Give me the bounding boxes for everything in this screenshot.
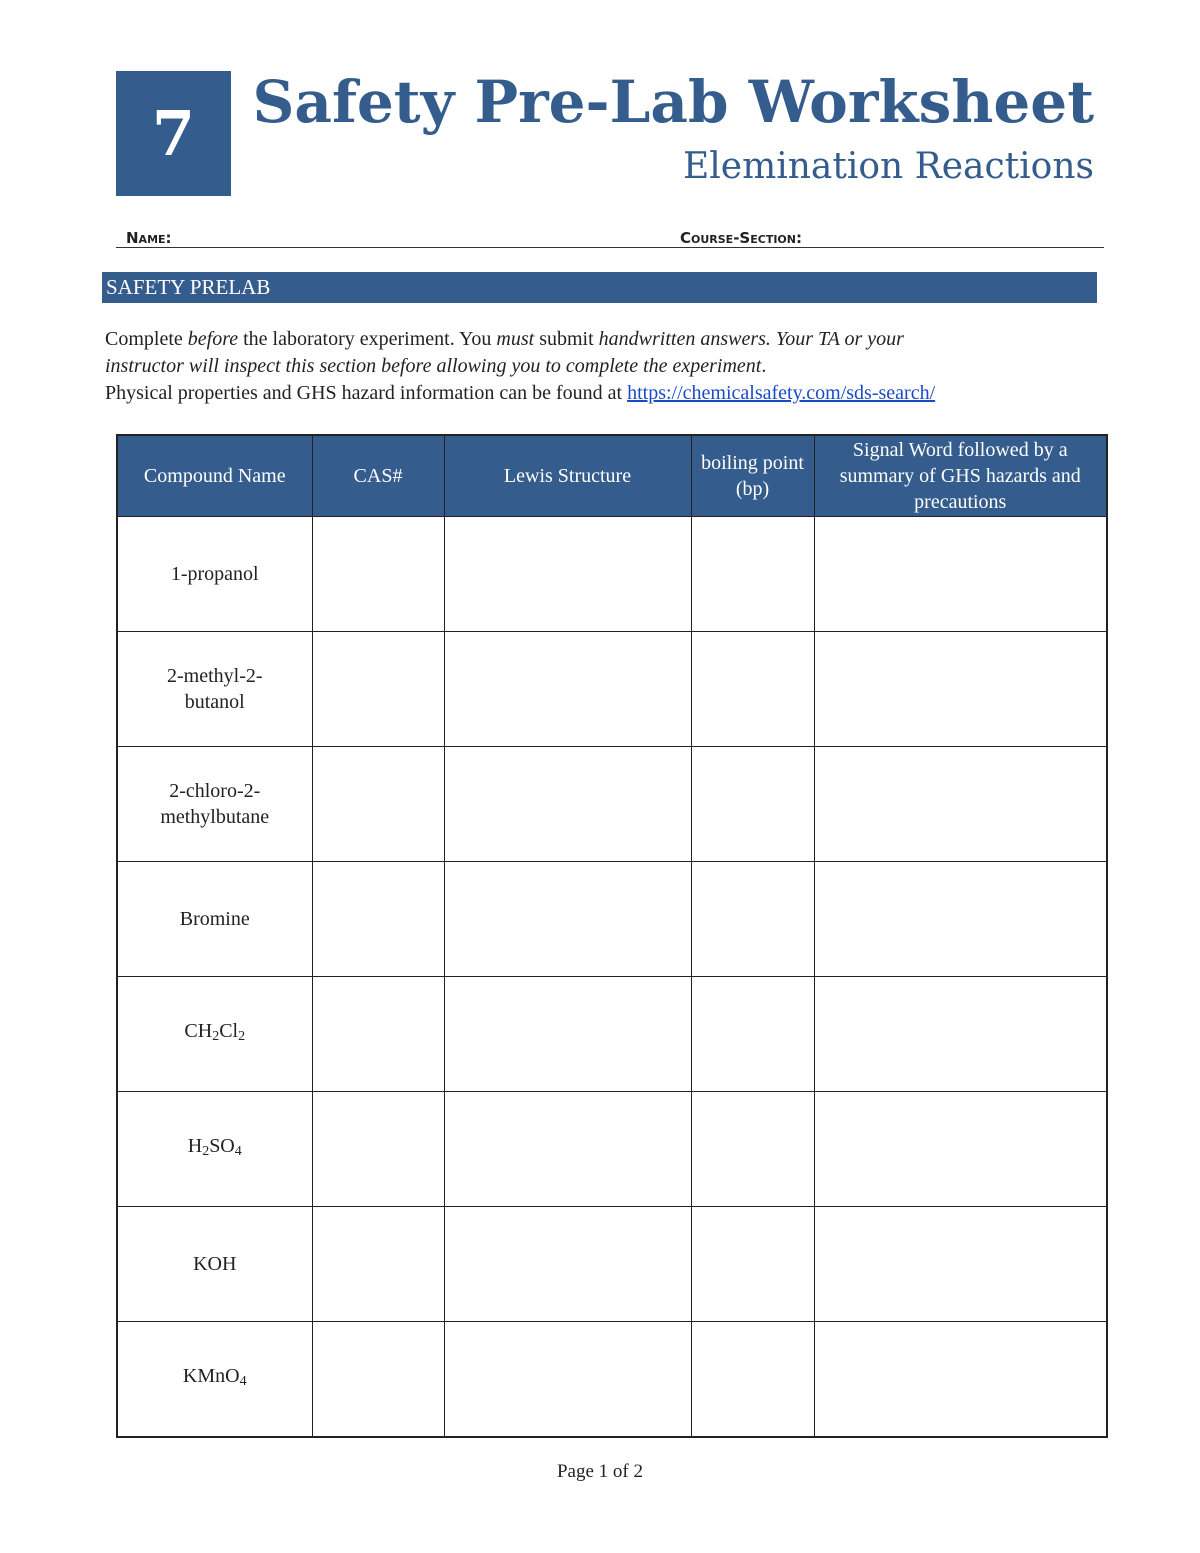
compound-name-cell: [117, 632, 312, 747]
table-row: [117, 1092, 1107, 1207]
instructions-emphasis: handwritten answers: [598, 328, 766, 350]
cas-cell[interactable]: [312, 632, 444, 747]
instructions-text: Complete: [105, 328, 188, 350]
section-heading: SAFETY PRELAB: [102, 272, 1097, 303]
boiling-point-cell[interactable]: [691, 977, 814, 1092]
instructions-emphasis: must: [496, 328, 535, 350]
instructions-text: submit: [534, 328, 599, 350]
col-header-lewis-structure: Lewis Structure: [444, 435, 691, 517]
compound-name: 1-propanol: [170, 563, 259, 585]
formula-part: Cl: [219, 1020, 239, 1042]
ghs-hazards-cell[interactable]: [814, 1322, 1107, 1438]
table-row: [117, 632, 1107, 747]
lewis-structure-cell[interactable]: [444, 977, 691, 1092]
compound-name-cell: [117, 977, 312, 1092]
lewis-structure-cell[interactable]: [444, 1092, 691, 1207]
lewis-structure-cell[interactable]: [444, 1322, 691, 1438]
hazard-table: [116, 434, 1108, 1438]
compound-name: methylbutane: [160, 806, 270, 828]
cas-cell[interactable]: [312, 862, 444, 977]
student-info-fields: [116, 227, 1104, 248]
table-row: [117, 862, 1107, 977]
lab-number: 7: [151, 97, 196, 170]
cas-cell[interactable]: [312, 747, 444, 862]
col-header-boiling-point: boiling point (bp): [691, 435, 814, 517]
cas-cell[interactable]: [312, 977, 444, 1092]
boiling-point-cell[interactable]: [691, 517, 814, 632]
lewis-structure-cell[interactable]: [444, 632, 691, 747]
formula-part: KMnO: [182, 1365, 240, 1387]
lewis-structure-cell[interactable]: [444, 1207, 691, 1322]
col-header-cas: CAS#: [312, 435, 444, 517]
sds-search-link[interactable]: https://chemicalsafety.com/sds-search/: [627, 382, 936, 404]
compound-name: KOH: [193, 1253, 237, 1275]
page-subtitle: Elemination Reactions: [682, 146, 1094, 187]
ghs-hazards-cell[interactable]: [814, 632, 1107, 747]
cas-cell[interactable]: [312, 517, 444, 632]
formula-subscript: 4: [234, 1144, 242, 1159]
lewis-structure-cell[interactable]: [444, 517, 691, 632]
ghs-hazards-cell[interactable]: [814, 977, 1107, 1092]
formula-subscript: 2: [212, 1029, 220, 1044]
boiling-point-cell[interactable]: [691, 1207, 814, 1322]
formula-subscript: 2: [202, 1144, 210, 1159]
lab-number-badge: [116, 71, 231, 196]
ghs-hazards-cell[interactable]: [814, 747, 1107, 862]
name-field-label[interactable]: Name:: [126, 229, 172, 247]
instructions-emphasis: before: [187, 328, 239, 350]
table-row: [117, 517, 1107, 632]
cas-cell[interactable]: [312, 1207, 444, 1322]
boiling-point-cell[interactable]: [691, 632, 814, 747]
cas-cell[interactable]: [312, 1092, 444, 1207]
instructions-line-3: [105, 380, 1095, 407]
compound-name: butanol: [184, 691, 245, 713]
instructions-text: Physical properties and GHS hazard information can be found at: [105, 382, 628, 404]
compound-name: Bromine: [179, 908, 250, 930]
compound-name: 2-methyl-2-: [166, 665, 263, 687]
compound-name-cell: [117, 747, 312, 862]
compound-name: 2-chloro-2-: [169, 780, 261, 802]
boiling-point-cell[interactable]: [691, 747, 814, 862]
col-header-compound-name: Compound Name: [117, 435, 312, 517]
ghs-hazards-cell[interactable]: [814, 1092, 1107, 1207]
instructions-line-1: [105, 326, 1095, 353]
formula-subscript: 4: [239, 1374, 247, 1389]
compound-name-cell: [117, 517, 312, 632]
boiling-point-cell[interactable]: [691, 1092, 814, 1207]
instructions-text: .: [761, 355, 767, 377]
formula-part: H: [187, 1135, 203, 1157]
course-section-field-label[interactable]: Course-Section:: [680, 229, 802, 247]
table-header-row: [117, 435, 1107, 517]
ghs-hazards-cell[interactable]: [814, 862, 1107, 977]
instructions-line-2: [105, 353, 1095, 380]
table-row: [117, 747, 1107, 862]
cas-cell[interactable]: [312, 1322, 444, 1438]
ghs-hazards-cell[interactable]: [814, 517, 1107, 632]
table-row: [117, 977, 1107, 1092]
compound-name-cell: [117, 862, 312, 977]
col-header-ghs-hazards: Signal Word followed by a summary of GHS hazards and precautions: [814, 435, 1107, 517]
instructions-text: the laboratory experiment. You: [238, 328, 497, 350]
boiling-point-cell[interactable]: [691, 862, 814, 977]
instructions-emphasis: instructor will inspect this section before allowing you to complete the experiment: [105, 355, 762, 377]
table-row: [117, 1322, 1107, 1438]
formula-part: CH: [184, 1020, 213, 1042]
lewis-structure-cell[interactable]: [444, 747, 691, 862]
instructions-emphasis: . Your TA or your: [765, 328, 904, 350]
instructions: [105, 326, 1095, 407]
table-row: [117, 1207, 1107, 1322]
formula-part: SO: [209, 1135, 235, 1157]
page-number: Page 1 of 2: [556, 1461, 643, 1482]
compound-name-cell: [117, 1322, 312, 1438]
compound-name-cell: [117, 1092, 312, 1207]
page-title: Safety Pre-Lab Worksheet: [252, 68, 1094, 136]
formula-subscript: 2: [238, 1029, 246, 1044]
compound-name-cell: [117, 1207, 312, 1322]
boiling-point-cell[interactable]: [691, 1322, 814, 1438]
lewis-structure-cell[interactable]: [444, 862, 691, 977]
ghs-hazards-cell[interactable]: [814, 1207, 1107, 1322]
